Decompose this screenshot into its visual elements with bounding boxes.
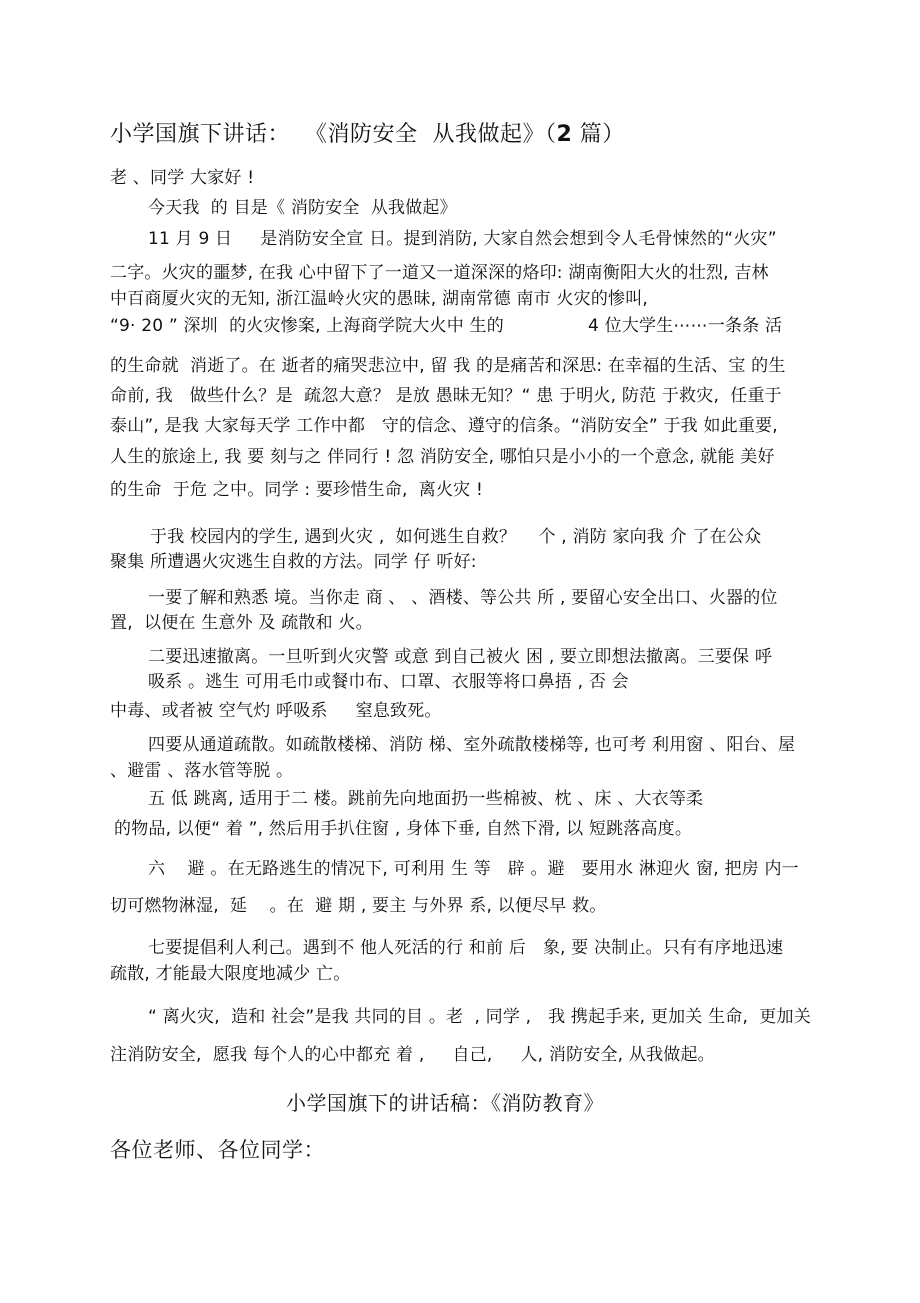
text-line: 的物品, 以便“ 着 ”, 然后用手扒住窗 , 身体下垂, 自然下滑, 以 短跳落高度。 <box>114 819 693 839</box>
text-line: 11 月 9 日 是消防安全宣 日。提到消防, 大家自然会想到令人毛骨悚然的“火灾” <box>148 229 777 249</box>
text-line: 四要从通道疏散。如疏散楼梯、消防 梯、室外疏散楼梯等, 也可考 利用窗 、阳台、屋 <box>148 735 796 755</box>
text-line: 老 、同学 大家好 ! <box>110 168 255 188</box>
text-line: 六 避 。在无路逃生的情况下, 可利用 生 等 辟 。避 要用水 淋迎火 窗, 把房 内一 <box>148 859 799 879</box>
text-line: 七要提倡利人利己。遇到不 他人死活的行 和前 后 象, 要 决制止。只有有序地迅速 <box>148 938 784 958</box>
document-title <box>110 121 625 149</box>
text-line: 4 位大学生⋯⋯一条条 活 <box>588 316 783 336</box>
text-line: “ 离火灾, 造和 社会”是我 共同的目 。老 , 同学 , 我 携起手来, 更加关 生命, 更加关 <box>148 1007 811 1027</box>
text-line: 人生的旅途上, 我 要 刻与之 伴同行 ! 忽 消防安全, 哪怕只是小小的一个意念, 就能 美好 <box>110 447 775 467</box>
text-line: 中毒、或者被 空气灼 呼吸系 窒息致死。 <box>110 701 442 721</box>
text-line: 切可燃物淋湿, 延 。在 避 期 , 要主 与外界 系, 以便尽早 救。 <box>110 896 607 916</box>
text-line: “9· 20 ” 深圳 的火灾惨案, 上海商学院大火中 生的 <box>110 316 504 336</box>
second-speech-title: 小学国旗下的讲话稿：《消防教育》 <box>286 1091 604 1115</box>
text-line: 吸系 。逃生 可用毛巾或餐巾布、口罩、衣服等将口鼻捂 , 否 会 <box>148 672 629 692</box>
text-line: 命前, 我 做些什么？是 疏忽大意？ 是放 愚昧无知？“ 患 于明火, 防范 于救灾, 任重于 <box>110 386 782 406</box>
text-line: 注消防安全, 愿我 每个人的心中都充 着 , 自己, 人, 消防安全, 从我做起。 <box>110 1045 715 1065</box>
text-line: 疏散, 才能最大限度地减少 亡。 <box>110 964 351 984</box>
text-line: 聚集 所遭遇火灾逃生自救的方法。同学 仔 听好: <box>110 552 477 572</box>
text-line: 一要了解和熟悉 境。当你走 商 、 、酒楼、等公共 所 , 要留心安全出口、火器的位 <box>148 588 778 608</box>
title-count: 2 <box>556 122 573 147</box>
text-line: 二字。火灾的噩梦, 在我 心中留下了一道又一道深深的烙印: 湖南衡阳大火的壮烈, 吉林 <box>110 263 769 283</box>
text-line: 二要迅速撤离。一旦听到火灾警 或意 到自己被火 困 , 要立即想法撤离。三要保 呼 <box>148 647 773 667</box>
text-line: 于我 校园内的学生, 遇到火灾 , 如何逃生自救？ 个 , 消防 家向我 介 了在公众 <box>150 527 762 547</box>
title-prefix: 小学国旗下讲话： 《消防安全 从我做起》（ <box>110 122 557 147</box>
text-line: 今天我 的 目是《 消防安全 从我做起》 <box>148 198 457 218</box>
second-speech-greeting: 各位老师、各位同学： <box>110 1138 325 1162</box>
text-line: 的生命 于危 之中。同学 : 要珍惜生命, 离火灾 ! <box>110 480 483 500</box>
text-line: 、避雷 、落水管等脱 。 <box>110 761 294 781</box>
text-line: 五 低 跳离, 适用于二 楼。跳前先向地面扔一些棉被、枕 、床 、大衣等柔 <box>148 789 704 809</box>
text-line: 中百商厦火灾的无知, 浙江温岭火灾的愚昧, 湖南常德 南市 火灾的惨叫, <box>110 289 649 309</box>
title-suffix: 篇） <box>572 122 625 147</box>
text-line: 泰山”, 是我 大家每天学 工作中都 守的信念、遵守的信条。“消防安全” 于我 如此重要, <box>110 416 778 436</box>
text-line: 的生命就 消逝了。在 逝者的痛哭悲泣中, 留 我 的是痛苦和深思: 在幸福的生活、宝 的生 <box>110 356 786 376</box>
text-line: 置, 以便在 生意外 及 疏散和 火。 <box>110 613 373 633</box>
